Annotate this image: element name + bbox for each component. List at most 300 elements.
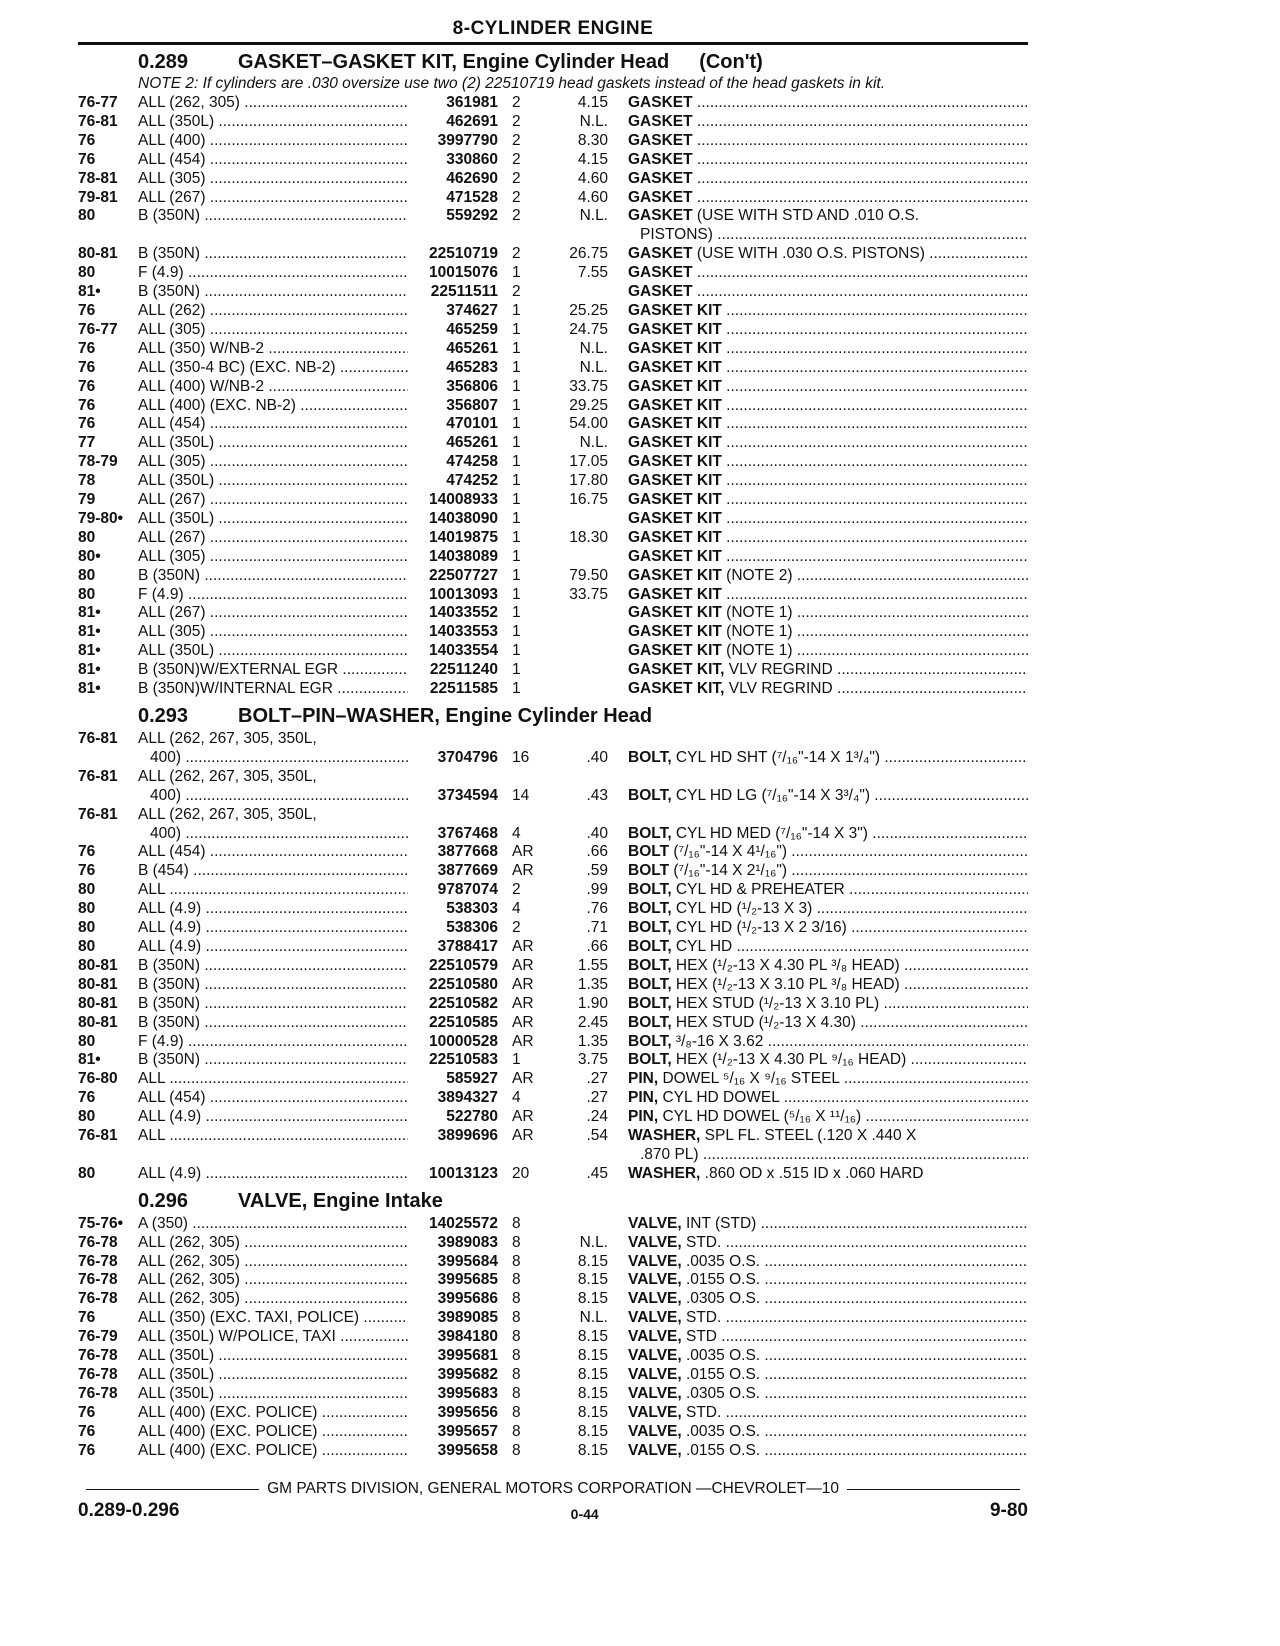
description-line — [628, 919, 1028, 936]
description-detail: .0305 O.S. — [681, 1290, 761, 1308]
application-text: ALL (350L) ..... — [138, 113, 408, 130]
application-text: ALL (4.9) ..... — [138, 1108, 408, 1125]
application-text: ALL (350L) ..... — [138, 1366, 408, 1383]
description — [608, 1070, 1028, 1089]
model-year: 76-78 — [78, 1233, 118, 1251]
description-line — [628, 825, 1028, 842]
model-year: 76 — [78, 377, 96, 395]
description-keyword: GASKET — [628, 150, 693, 168]
application — [138, 1234, 408, 1253]
description-detail: CYL HD (¹/₂-13 X 3) — [671, 900, 813, 918]
part-number: 3995686 — [437, 1290, 498, 1308]
application — [138, 1033, 408, 1052]
part-row — [78, 881, 1028, 900]
model-year: 80 — [78, 900, 96, 918]
part-row — [78, 976, 1028, 995]
description-line — [628, 1347, 1028, 1364]
description-line — [628, 1404, 1028, 1421]
price: 8.15 — [577, 1271, 608, 1289]
part-number: 3989085 — [437, 1309, 498, 1327]
description-keyword: GASKET — [628, 207, 693, 225]
description-keyword: GASKET — [628, 112, 693, 130]
description-keyword: VALVE, — [628, 1441, 682, 1459]
quantity: 1 — [512, 264, 521, 282]
quantity: 1 — [512, 377, 521, 395]
description-keyword: GASKET KIT — [628, 396, 722, 414]
price: 25.25 — [569, 301, 608, 319]
part-number: 465283 — [446, 358, 498, 376]
quantity: 1 — [512, 396, 521, 414]
description-keyword: GASKET — [628, 283, 693, 301]
part-number: 22511511 — [430, 283, 498, 301]
description — [608, 1385, 1028, 1404]
description-line — [628, 1051, 1028, 1068]
model-year: 80 — [78, 264, 96, 282]
description — [608, 1215, 1028, 1234]
description-line — [628, 1290, 1028, 1307]
description-keyword: VALVE, — [628, 1328, 682, 1346]
description-line — [628, 1234, 1028, 1251]
part-number: 22507727 — [429, 566, 498, 584]
application-text: ALL (350L) ..... — [138, 1347, 408, 1364]
price: 1.55 — [577, 956, 608, 974]
description-keyword: GASKET KIT — [628, 453, 722, 471]
footer-bottom — [78, 1500, 1028, 1522]
description-detail: HEX (¹/₂-13 X 4.30 PL ⁹/₁₆ HEAD) — [671, 1051, 907, 1069]
model-year: 78 — [78, 472, 96, 490]
quantity: 14 — [512, 786, 530, 804]
quantity: 8 — [512, 1441, 521, 1459]
model-year: 76-81 — [78, 1127, 118, 1145]
description-line — [628, 938, 1028, 955]
price: .24 — [586, 1108, 608, 1126]
application — [138, 1051, 408, 1070]
model-year: 81• — [78, 623, 101, 641]
part-number: 3995657 — [437, 1422, 498, 1440]
application — [138, 623, 408, 642]
application-text: B (350N) ..... — [138, 1014, 408, 1031]
description — [608, 453, 1028, 472]
quantity: 1 — [512, 642, 521, 660]
part-row — [78, 919, 1028, 938]
application — [138, 132, 408, 151]
model-year: 76 — [78, 339, 96, 357]
model-year: 80-81 — [78, 956, 118, 974]
model-year: 79 — [78, 491, 96, 509]
description-line — [628, 491, 1028, 508]
part-number: 3704796 — [437, 748, 498, 766]
footer-date: 9-80 — [989, 1500, 1028, 1521]
part-number: 470101 — [446, 415, 498, 433]
section-number: 0.296 — [138, 1189, 189, 1212]
application — [138, 529, 408, 548]
part-number: 14038089 — [429, 547, 498, 565]
application-text: ALL (4.9) ..... — [138, 938, 408, 955]
section-number: 0.293 — [138, 705, 189, 727]
description — [608, 113, 1028, 132]
model-year: 80 — [78, 1164, 96, 1182]
description-detail: .0035 O.S. — [681, 1347, 761, 1365]
quantity: 1 — [512, 434, 521, 452]
price: 1.90 — [577, 994, 608, 1012]
sections — [78, 51, 1028, 1461]
description-line — [628, 1309, 1028, 1326]
quantity: 2 — [512, 245, 521, 263]
part-row — [78, 1385, 1028, 1404]
description-line — [628, 567, 1028, 584]
description — [608, 529, 1028, 548]
model-year: 81• — [78, 680, 101, 698]
quantity: 1 — [512, 509, 521, 527]
part-number: 14033553 — [429, 623, 498, 641]
part-number: 3984180 — [437, 1328, 498, 1346]
description-detail: HEX (¹/₂-13 X 4.30 PL ³/₈ HEAD) — [671, 956, 900, 974]
model-year: 76 — [78, 1089, 96, 1107]
description-detail: .0155 O.S. — [681, 1271, 761, 1289]
price: 1.35 — [577, 1032, 608, 1050]
part-row — [78, 94, 1028, 113]
model-year: 80 — [78, 937, 96, 955]
application — [138, 113, 408, 132]
price: .45 — [586, 1164, 608, 1182]
description — [608, 567, 1028, 586]
description-detail: .0155 O.S. — [681, 1366, 761, 1383]
quantity: 2 — [512, 112, 521, 130]
description-keyword: PIN, — [628, 1108, 659, 1126]
description — [608, 434, 1028, 453]
part-number: 3788417 — [437, 937, 498, 955]
part-number: 3734594 — [437, 786, 498, 804]
part-number: 3997790 — [437, 131, 498, 149]
description-keyword: GASKET KIT — [628, 604, 722, 622]
quantity: 8 — [512, 1422, 521, 1440]
description — [608, 623, 1028, 642]
model-year: 80 — [78, 585, 96, 603]
application-text: B (350N) ..... — [138, 1051, 408, 1068]
part-number: 10000528 — [429, 1032, 498, 1050]
description-detail: CYL HD DOWEL — [658, 1089, 780, 1107]
description-keyword: GASKET KIT — [628, 491, 722, 509]
part-number: 374627 — [446, 301, 498, 319]
price: 4.60 — [577, 169, 608, 187]
description-continuation: PISTONS) ..... — [628, 226, 1028, 245]
description — [608, 1165, 1028, 1184]
application — [138, 900, 408, 919]
part-number: 10013123 — [429, 1164, 498, 1182]
description-line — [628, 976, 1028, 993]
description-line — [628, 302, 1028, 319]
quantity: 4 — [512, 900, 521, 918]
part-row — [78, 1442, 1028, 1461]
model-year: 76-81 — [78, 805, 118, 823]
price: .40 — [586, 824, 608, 842]
description — [608, 1347, 1028, 1366]
description — [608, 1423, 1028, 1442]
description — [608, 415, 1028, 434]
part-row — [78, 207, 1028, 245]
description-continuation: .870 PL) ..... — [628, 1146, 1028, 1165]
description-keyword: VALVE, — [628, 1366, 682, 1383]
price: 16.75 — [569, 491, 608, 509]
description-detail: .0035 O.S. — [681, 1422, 761, 1440]
model-year: 76 — [78, 862, 96, 880]
application-text: ALL (454) ..... — [138, 1089, 408, 1106]
description-keyword: GASKET KIT — [628, 339, 722, 357]
description-detail: STD. — [681, 1403, 722, 1421]
model-year: 81• — [78, 661, 101, 679]
description-line — [628, 151, 1028, 168]
price: .40 — [586, 748, 608, 766]
quantity: 2 — [512, 131, 521, 149]
description-keyword: VALVE, — [628, 1403, 682, 1421]
description — [608, 189, 1028, 208]
description-keyword: BOLT, — [628, 1032, 672, 1050]
part-number: 538306 — [446, 919, 498, 937]
application-text: ALL (400) (EXC. POLICE) ..... — [138, 1423, 408, 1440]
part-row — [78, 302, 1028, 321]
model-year: 81• — [78, 604, 101, 622]
description-keyword: GASKET — [628, 188, 693, 206]
description-detail: CYL HD & PREHEATER — [671, 881, 845, 899]
footer-division-line — [78, 1480, 1028, 1498]
description-keyword: GASKET KIT — [628, 472, 722, 490]
description-keyword: GASKET KIT — [628, 377, 722, 395]
description-line — [628, 749, 1028, 766]
model-year: 79-81 — [78, 188, 118, 206]
application-text: ALL (262, 305) ..... — [138, 1253, 408, 1270]
application — [138, 1070, 408, 1089]
quantity: AR — [512, 1127, 534, 1145]
part-number: 356806 — [446, 377, 498, 395]
application-text: B (350N) ..... — [138, 957, 408, 974]
description-line — [628, 661, 1028, 678]
quantity: 20 — [512, 1164, 530, 1182]
model-year: 80 — [78, 566, 96, 584]
description — [608, 680, 1028, 699]
description-keyword: VALVE, — [628, 1384, 682, 1402]
description-detail: STD — [681, 1328, 717, 1346]
application — [138, 1404, 408, 1423]
description-keyword: GASKET KIT — [628, 301, 722, 319]
description-line — [628, 453, 1028, 470]
application-text: ALL ..... — [138, 1070, 408, 1087]
description-line — [628, 264, 1028, 281]
description-line — [628, 415, 1028, 432]
price: 2.45 — [577, 1013, 608, 1031]
price: 33.75 — [569, 377, 608, 395]
footer-rule-right — [847, 1489, 1020, 1490]
part-number: 10013093 — [429, 585, 498, 603]
model-year: 76-80 — [78, 1070, 118, 1088]
description-line — [628, 1165, 923, 1182]
application — [138, 604, 408, 623]
quantity: 1 — [512, 585, 521, 603]
description-line — [628, 586, 1028, 603]
quantity: 2 — [512, 881, 521, 899]
description-keyword: BOLT, — [628, 994, 672, 1012]
application-text: ALL (262, 305) ..... — [138, 1271, 408, 1288]
description-line — [628, 1442, 1028, 1459]
description-keyword: BOLT, — [628, 881, 672, 899]
part-row — [78, 1051, 1028, 1070]
application — [138, 1366, 408, 1385]
application-text: ALL (262, 305) ..... — [138, 94, 408, 111]
application-text: ALL ..... — [138, 1127, 408, 1144]
part-row — [78, 1014, 1028, 1033]
description — [608, 1366, 1028, 1385]
price: N.L. — [579, 358, 608, 376]
section-note: NOTE 2: If cylinders are .030 oversize use two (2) 22510719 head gaskets instead of the head gaskets in kit. — [138, 75, 886, 92]
parts-list — [78, 1215, 1028, 1461]
part-row — [78, 1033, 1028, 1052]
application — [138, 1442, 408, 1461]
part-row — [78, 1366, 1028, 1385]
price: 8.15 — [577, 1252, 608, 1270]
part-number: 22511240 — [429, 661, 498, 679]
quantity: 1 — [512, 339, 521, 357]
application — [138, 491, 408, 510]
description — [608, 1404, 1028, 1423]
price: 17.05 — [569, 453, 608, 471]
application — [138, 1253, 408, 1272]
model-year: 76 — [78, 150, 96, 168]
application-text: B (350N)W/INTERNAL EGR ..... — [138, 680, 408, 697]
part-number: 559292 — [446, 207, 498, 225]
price: 7.55 — [577, 264, 608, 282]
model-year: 80 — [78, 919, 96, 937]
section-continued: (Con't) — [699, 51, 763, 73]
description-detail: .0305 O.S. — [681, 1384, 761, 1402]
quantity: 16 — [512, 748, 530, 766]
price: 26.75 — [569, 245, 608, 263]
description — [608, 397, 1028, 416]
price: .43 — [586, 786, 608, 804]
part-row — [78, 170, 1028, 189]
quantity: 8 — [512, 1271, 521, 1289]
description-line — [628, 529, 1028, 546]
model-year: 76-79 — [78, 1328, 118, 1346]
description-detail: STD. — [681, 1309, 722, 1327]
description-keyword: BOLT, — [628, 937, 672, 955]
model-year: 76 — [78, 358, 96, 376]
catalog-page — [78, 18, 1028, 1461]
application-text: F (4.9) ..... — [138, 586, 408, 603]
description-detail: CYL HD (¹/₂-13 X 2 3/16) — [671, 919, 847, 937]
application — [138, 359, 408, 378]
description-keyword: VALVE, — [628, 1347, 682, 1365]
description-keyword: GASKET KIT — [628, 509, 722, 527]
description — [608, 1234, 1028, 1253]
part-number: 474258 — [446, 453, 498, 471]
price: 33.75 — [569, 585, 608, 603]
description-line — [628, 787, 1028, 804]
description-keyword: GASKET KIT — [628, 358, 722, 376]
application-text: ALL (350L) ..... — [138, 510, 408, 527]
description-keyword: GASKET KIT — [628, 585, 722, 603]
quantity: AR — [512, 1070, 534, 1088]
part-row — [78, 415, 1028, 434]
part-number: 330860 — [446, 150, 498, 168]
part-row — [78, 1271, 1028, 1290]
description-keyword: GASKET — [628, 169, 693, 187]
description-detail: CYL HD LG (⁷/₁₆"-14 X 3³/₄") — [671, 786, 870, 804]
part-row — [78, 264, 1028, 283]
footer-division: GM PARTS DIVISION, GENERAL MOTORS CORPORATION —CHEVROLET—10 — [267, 1480, 839, 1497]
model-year: 76 — [78, 1309, 96, 1327]
application-text: ALL (305) ..... — [138, 453, 408, 470]
description-keyword: WASHER, — [628, 1127, 701, 1145]
application-text: ALL (350) W/NB-2 ..... — [138, 340, 408, 357]
application-text: ALL (350L) W/POLICE, TAXI ..... — [138, 1328, 408, 1345]
price: 3.75 — [577, 1051, 608, 1069]
quantity: 8 — [512, 1403, 521, 1421]
application — [138, 302, 408, 321]
description — [608, 661, 1028, 680]
quantity: 4 — [512, 824, 521, 842]
part-number: 3995681 — [437, 1347, 498, 1365]
application-text: B (350N) ..... — [138, 995, 408, 1012]
description — [608, 586, 1028, 605]
part-number: 3995682 — [437, 1366, 498, 1383]
description — [608, 1442, 1028, 1461]
application-text: ALL (350L) ..... — [138, 434, 408, 451]
quantity: 8 — [512, 1290, 521, 1308]
description-detail: VLV REGRIND — [724, 661, 833, 679]
model-year: 76-78 — [78, 1271, 118, 1289]
description-line — [628, 900, 1028, 917]
description-line — [628, 434, 1028, 451]
part-row — [78, 491, 1028, 510]
price: 79.50 — [569, 566, 608, 584]
application — [138, 938, 408, 957]
description — [608, 245, 1028, 264]
price: 54.00 — [569, 415, 608, 433]
description — [608, 768, 1028, 806]
part-row — [78, 113, 1028, 132]
application — [138, 94, 408, 113]
model-year: 76 — [78, 301, 96, 319]
description-keyword: VALVE, — [628, 1271, 682, 1289]
model-year: 76-81 — [78, 112, 118, 130]
model-year: 76 — [78, 843, 96, 861]
application-text: ALL ..... — [138, 881, 408, 898]
description-line — [628, 1271, 1028, 1288]
part-number: 3894327 — [437, 1089, 498, 1107]
footer-section-range: 0.289-0.296 — [78, 1500, 180, 1521]
description-line — [628, 1253, 1028, 1270]
part-number: 465261 — [446, 339, 498, 357]
application — [138, 1423, 408, 1442]
description-line — [628, 995, 1028, 1012]
quantity: 2 — [512, 150, 521, 168]
quantity: AR — [512, 994, 534, 1012]
description — [608, 302, 1028, 321]
quantity: AR — [512, 975, 534, 993]
application — [138, 730, 408, 768]
price: 29.25 — [569, 396, 608, 414]
description-keyword: GASKET — [628, 264, 693, 282]
price: .76 — [586, 900, 608, 918]
description-line — [628, 623, 1028, 640]
section-title: GASKET–GASKET KIT, Engine Cylinder Head — [238, 51, 670, 73]
application-text: B (350N) ..... — [138, 245, 408, 262]
part-row — [78, 321, 1028, 340]
description-line — [628, 680, 1028, 697]
part-row — [78, 843, 1028, 862]
description-keyword: VALVE, — [628, 1309, 682, 1327]
application — [138, 1328, 408, 1347]
description-keyword: BOLT, — [628, 1013, 672, 1031]
